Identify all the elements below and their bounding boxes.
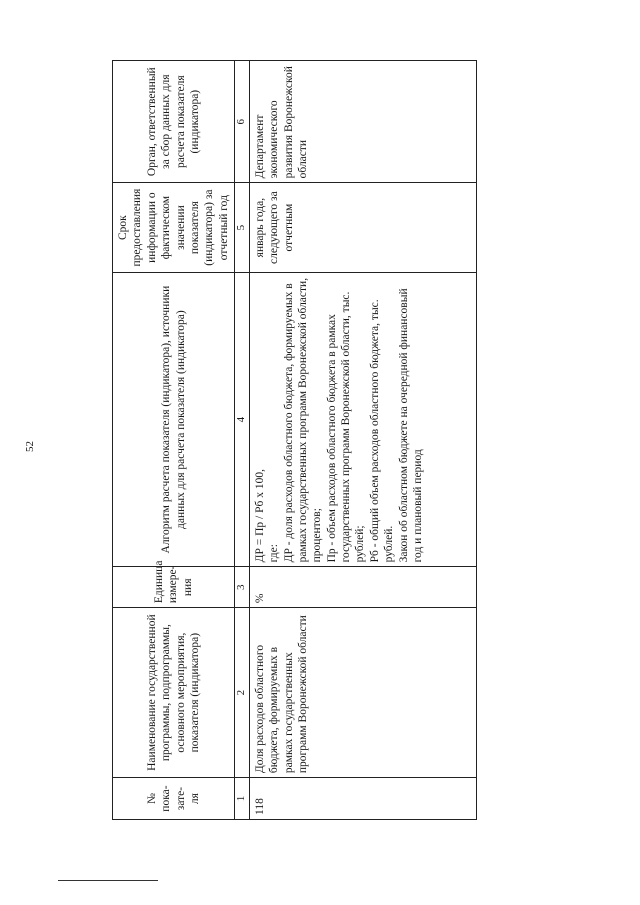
algorithm-where: где: [268,544,281,563]
header-indicator-number: № пока-зате-ля [113,778,235,820]
table-row [249,61,476,820]
column-number-row [235,61,250,820]
header-program-name: Наименование государственной программы, подпрограммы, основного мероприятия, показателя (индикатора) [113,608,235,778]
algorithm-formula: ДР = Пр / Рб х 100, [253,469,266,563]
rotated-table-container [112,60,512,820]
algorithm-rb-definition: Рб - общий объем расходов областного бюджета, тыс. рублей. [368,299,396,563]
column-number: 5 [235,183,250,272]
header-row [113,61,235,820]
indicator-responsible: Департамент экономического развития Воронежской области [249,61,476,183]
column-number: 3 [235,567,250,608]
column-number: 4 [235,272,250,567]
indicator-number: 118 [249,778,476,820]
column-number: 6 [235,61,250,183]
page-number: 52 [24,441,36,452]
header-algorithm: Алгоритм расчета показателя (индикатора), источники данных для расчета показателя (индикатора) [113,272,235,567]
indicator-table [112,60,477,820]
column-number: 1 [235,778,250,820]
indicator-unit: % [249,567,476,608]
column-number: 2 [235,608,250,778]
header-deadline: Срок предоставления информации о фактическом значении показателя (индикатора) за отчетный год [113,183,235,272]
indicator-name: Доля расходов областного бюджета, формируемых в рамках государственных программ Воронежской области [249,608,476,778]
footer-rule [58,880,158,881]
indicator-deadline: январь года, следующего за отчетным [249,183,476,272]
header-responsible: Орган, ответственный за сбор данных для расчета показателя (индикатора) [113,61,235,183]
header-unit: Единица измере-ния [113,567,235,608]
algorithm-source: Закон об областном бюджете на очередной финансовый год и плановый период [397,288,424,563]
algorithm-dr-definition: ДР - доля расходов областного бюджета, формируемых в рамках государственных программ Воронежской области, процентов; [282,277,324,563]
indicator-algorithm [249,272,476,567]
algorithm-pr-definition: Пр - объем расходов областного бюджета в рамках государственных программ Воронежской области, тыс. рублей; [325,291,367,563]
